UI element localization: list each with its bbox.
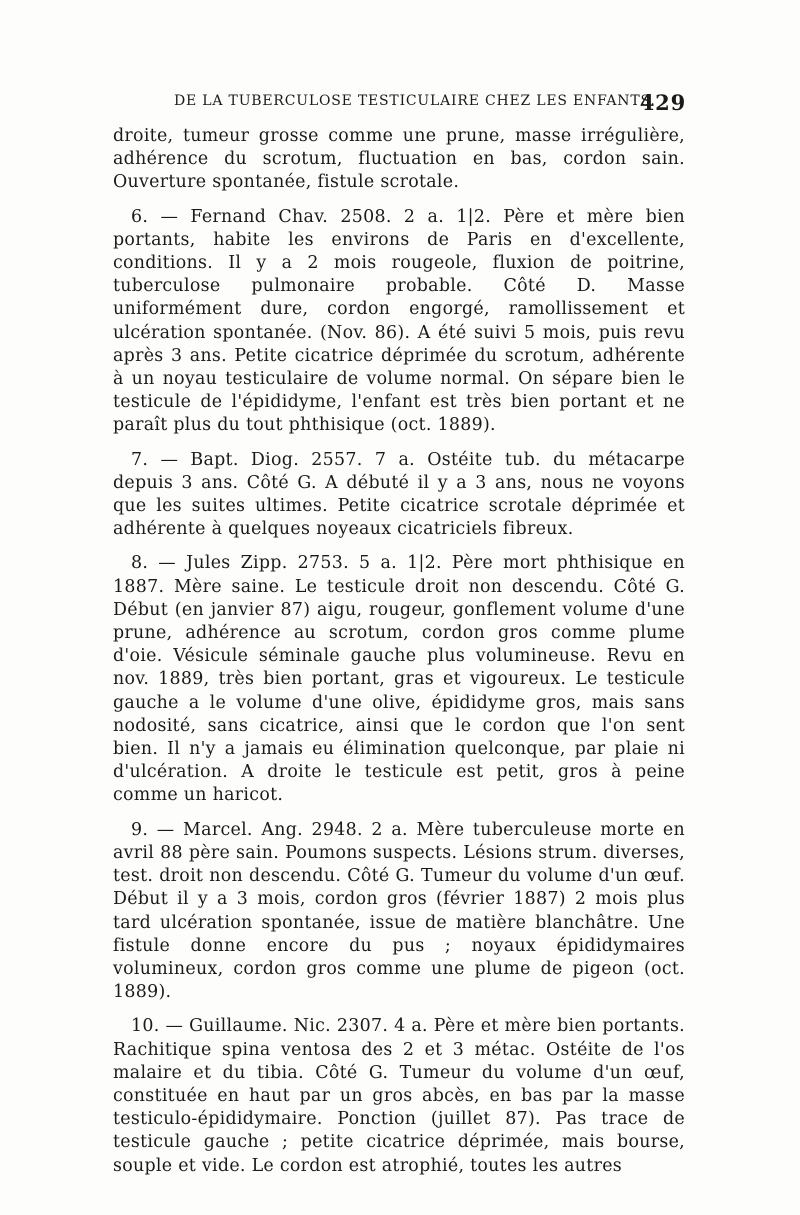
- paragraph-gap: [113, 541, 685, 552]
- case-entry-7: 7. — Bapt. Diog. 2557. 7 a. Ostéite tub. du métacarpe depuis 3 ans. Côté G. A débuté il y a 3 ans, nous ne voyons que les suites ultimes. Petite cicatrice scrotale déprimée et adhérente à quelques noyeaux cicatriciels fibreux.: [113, 449, 685, 540]
- running-title: DE LA TUBERCULOSE TESTICULAIRE CHEZ LES ENFANTS.: [174, 93, 656, 109]
- body-text: [113, 125, 685, 1178]
- case-5-continuation: droite, tumeur grosse comme une prune, masse irrégulière, adhérence du scrotum, fluctuation en bas, cordon sain. Ouverture spontanée, fistule scrotale.: [113, 126, 685, 193]
- page-header: [174, 90, 686, 119]
- paragraph-gap: [113, 195, 685, 206]
- paragraph-gap: [113, 808, 685, 819]
- case-entry-8: 8. — Jules Zipp. 2753. 5 a. 1|2. Père mort phthisique en 1887. Mère saine. Le testicule droit non descendu. Côté G. Début (en janvier 87) aigu, rougeur, gonflement volume d'une prune, adhérence au scrotum, cordon gros comme plume d'oie. Vésicule séminale gauche plus volumineuse. Revu en nov. 1889, très bien portant, gras et vigoureux. Le testicule gauche a le volume d'une olive, épididyme gros, mais sans nodosité, sans cicatrice, ainsi que le cordon que l'on sent bien. Il n'y a jamais eu élimination quelconque, par plaie ni d'ulcération. A droite le testicule est petit, gros à peine comme un haricot.: [113, 553, 685, 806]
- case-entry-10: 10. — Guillaume. Nic. 2307. 4 a. Père et mère bien portants. Rachitique spina ventosa des 2 et 3 métac. Ostéite de l'os malaire et du tibia. Côté G. Tumeur du volume d'un œuf, constituée en haut par un gros abcès, en bas par la masse testiculo-épididymaire. Ponction (juillet 87). Pas trace de testicule gauche ; petite cicatrice déprimée, mais bourse, souple et vide. Le cordon est atrophié, toutes les autres: [113, 1016, 685, 1176]
- case-entry-9: 9. — Marcel. Ang. 2948. 2 a. Mère tuberculeuse morte en avril 88 père sain. Poumons suspects. Lésions strum. diverses, test. droit non descendu. Côté G. Tumeur du volume d'un œuf. Début il y a 3 mois, cordon gros (février 1887) 2 mois plus tard ulcération spontanée, issue de matière blanchâtre. Une fistule donne encore du pus ; noyaux épididymaires volumineux, cordon gros comme une plume de pigeon (oct. 1889).: [113, 819, 685, 1003]
- paragraph-gap: [113, 438, 685, 449]
- page-number: 429: [639, 90, 686, 115]
- paragraph-gap: [113, 1004, 685, 1015]
- case-entry-6: 6. — Fernand Chav. 2508. 2 a. 1|2. Père et mère bien portants, habite les environs de Paris en d'excellente, conditions. Il y a 2 mois rougeole, fluxion de poitrine, tuberculose pulmonaire probable. Côté D. Masse uniformément dure, cordon engorgé, ramollissement et ulcération spontanée. (Nov. 86). A été suivi 5 mois, puis revu après 3 ans. Petite cicatrice déprimée du scrotum, adhérente à un noyau testiculaire de volume normal. On sépare bien le testicule de l'épididyme, l'enfant est très bien portant et ne paraît plus du tout phthisique (oct. 1889).: [113, 206, 685, 436]
